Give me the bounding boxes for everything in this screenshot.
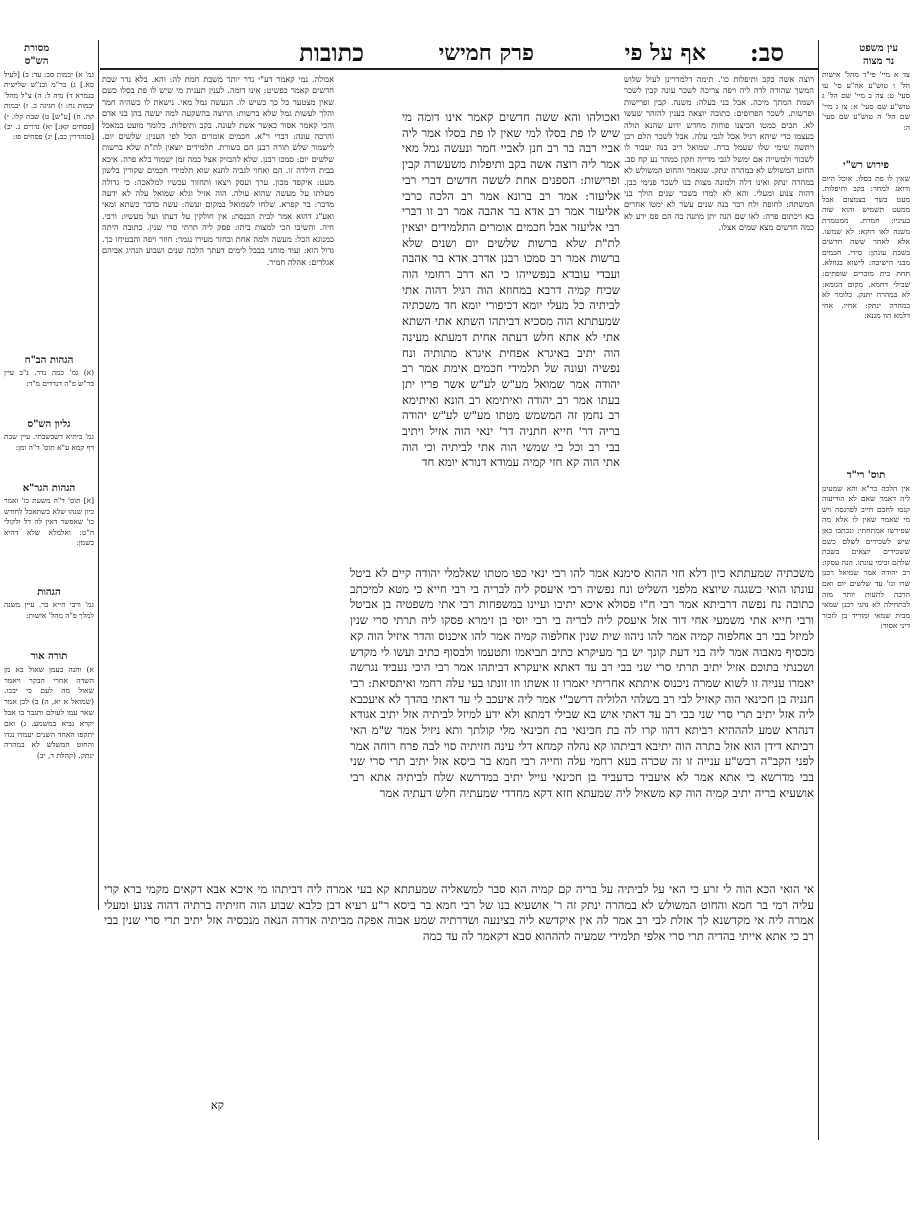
ner-mitzvah-label: נר מצוה — [863, 56, 895, 67]
hagahot-title: הגהות — [37, 587, 61, 598]
chapter-number: פרק חמישי — [438, 40, 534, 66]
tosafot-rid-title: תוס' רי"ד — [846, 470, 886, 481]
tosafot-rid-column — [822, 465, 910, 1135]
gilyon-hashas-title: גליון הש"ס — [27, 419, 71, 430]
gemara-upper-block — [402, 110, 620, 568]
rashi-commentary-text: רוצה אשה בקב ותיפלות כו'. תימה דלמדרינן לעיל שלוש המשך שהודה לדה ליה ויפה צריכה לשכר עונה קבין לשכר ושמת המתך מיכה. אבל בני בעלה: משנה. קבין ופרישות ופרשות. לשכר הפרופים: כתובה יוצאה בענין להזהר שעשו לא. תכים כמטו הכיצנו פוחות מחדש ידוע שהנא תולה בעצמו כדי שיהא רגיל אכל לגבי עלה. אבל לשכר הלם רבן ויתשה שימי שלו שעמל ברח. שמואל ריב בנה יעבוד לו לשכור ולמשייה אם ימשל לגבי מדייה תקון כמהר נע קח סב. החוט המשולש לא במהרה ינתק. שנאמר והחוט המשולש לא במהרה ינתק ואינו דלה ולמונה מצות בנו לשכר פנימי כבן. דהוה צנוע ומעלי. והא לא למדו בשכר שנים הולך בני המשתה: לחופה ולח דבר בנה שנים עשר לא ימטו אחרים בא ויכתום פרה: לאו שם הנה יתן מתנה בה הם פס ידע לא כמה חדשים מצא שמים אצלו. — [624, 74, 814, 233]
rashi-side-column — [822, 155, 910, 455]
tosafot-rid-text: אין הלכה כר"א והא שמעינן ליה דאמר שאם לא הודיעוה קנסו לחכם חייב לפרנסה ויש מי שאמר שאין לו אלא מה שפירשו אמתחתי: ונכתבו כאן שיש לשכירים לשלם כשם ששכירים יוצאים בשבת שלהם ובימי עונתו. הנה עסקו: רב יהודה אמר שמואל רבנן שרו וגו' עד שלשים יום ואם הרבה לתעות יותר מזה לכתחילה לא נהגי רבנן שמאי מבית שמאי ומוריד בן לזכור דיני אסור: — [822, 483, 910, 631]
ein-mishpat-column — [822, 70, 910, 150]
masoret-hashas-column — [4, 70, 94, 350]
ein-mishpat-text: צד א מיי' פי"ד מהל' אישות הל' ו טוש"ע אה"ע סי' עו סעי' ט: צה ב מיי' שם הל' ג טוש"ע שם סעי' א: צו ג מיי' שם הל' ה טוש"ע שם סעי' ה: — [822, 70, 910, 132]
gemara-paragraph-1: ואכולהו והא ששה חדשים קאמר אינו דומה מי שיש לו פת בסלו למי שאין לו פת בסלו אמר ליה אביי רבה בר רב חנן לאביי חמר ונעשה גמל מאי אמר ליה רוצה אשה בקב ותיפלות משעשרה קבין ופרישות: הספנים אחת לששה חדשים דברי רבי אליעזר: אמר רב ברונא אמר רב הלכה כרבי אליעזר אמר רב אדא בר אהבה אמר רב זו דברי רבי אליעזר אבל חכמים אומרים התלמידים יוצאין לת"ת שלא ברשות שלשים יום ושנים שלא ברשות אמר רב סמכו רבנן אדרב אדא בר אהבה ועבדי עובדא בנפשייהו כי הא דרב רחומי הוה שכיח קמיה דרבא במחוזא הוה רגיל דהוה אתי לביתיה כל מעלי יומא דכיפורי יומא חד משכתיה שמעתתא הוה מסכיא דביתהו השתא אתי השתא אתי לא אתא חלש דעתה אחית דמעתא מעינה הוה יתיב באיגרא אפחית איגרא מתותיה ונח נפשיה ועונה של תלמידי חכמים אימת אמר רב יהודה אמר שמואל מע"ש לע"ש אשר פריו יתן בעתו אמר רב יהודה ואיתימא רב הונא ואיתימא רב נחמן זה המשמש מטתו מע"ש לע"ש יהודה בריה דר' חייא חתניה דר' ינאי הוה אזיל ויתיב בבי רב וכל בי שמשי הוה אתי לביתיה וכי הוה אתי הוה קא חזי קמיה עמודא דנורא יומא חד — [402, 110, 620, 470]
left-column-rule — [98, 40, 99, 910]
gilyon-hashas-column — [4, 414, 94, 474]
gemara-paragraph-2: משכתיה שמעתתא כיון דלא חזי ההוא סימנא אמר להו רבי ינאי כפו מטתו שאלמלי יהודה קיים לא ביטל עונתו הואי כשגגה שיוצא מלפני השליט ונח נפשיה רבי איעסק ליה לבריה בי רבי חייא כי מטא למיכתב כתובה נח נפשה דרביתא אמר רבי ח"ו פסולא איכא יתיבו ועיינו במשפחות רבי אתי משפטיה בן אביטל ורבי חייא אתי משמעי אחי דוד אזל איעסק ליה לבריה בי רבי יוסי בן זימרא פסקו ליה תרתי סרי שנין למיזל בבי רב אחלפוה קמיה אמר להו ניהוו שית שנין אחלפוה קמיה אמר להו איכנוס והדר איזיל הוה קא מכסיף מאבוה אמר ליה בני דעת קונך יש בך מעיקרא כתיב תביאמו ותטעמו ולבסוף כתיב ועשו לי מקדש ושכנתי בתוכם אזיל יתיב תרתי סרי שני בבי רב עד דאתא איעקרא דביתהו אמר רבי היכי נעביד נגרשה יאמרו ענייה זו לשוא שמרה ניכנוס איתתא אחריתי יאמרו זו אשתו וזו זונתו בעי עלה רחמי ואיתסיאת: רבי חנניה בן חכינאי הוה קאזיל לבי רב בשלהי הלוליה דרשב"י אמר ליה איעכב לי עד דאתי בהדך לא איעכבא ליה אזל יתיב תרי סרי שני בבי רב עד דאתי איש בא שבילי דמתא ולא ידע למיזל לביתיה אזל יתיב אגודא דנהרא שמע להההיא רביתא דהוו קרו לה בת חכינאי בת חכינאי מלי קולתך ותא ניזיל אמר ש"מ האי רביתא דידן הוא אזל בתרה הוה יתיבא דביתהו קא נהלה קמחא דלי עינה חזיתיה סוי לבה פרח רוחה אמר לפני הקב"ה רבש"ע ענייה זו זה שכרה בעא רחמי עלה וחייה רבי חמא בר ביסא אזל יתיב תרי סרי שני בבי מדרשא כי אתא אמר לא איעביד כדעביד בן חכינאי עייל יתיב במדרשא שלח לביתיה אתא רבי אושעיא בריה יתיב קמיה הוה קא משאיל ליה שמעתא חזא דקא מחדדי שמעתיה חלש דעתיה אמר — [350, 566, 814, 800]
hagahot-hagra-title: הגהות הגר"א — [22, 483, 76, 494]
tosafot-commentary-text: אבולה. נמי קאמר דע"י נדר יותר משבת חמת לה: והא. בלא נדר שבת חדשים קאמר כפשיט: אינו דומה. לענין תענית מי שיש לו פת בסלו כשם שאין מצטער כל כך כשיש לו. הנעשה גמל מאי. נישאת לו כשהיה חמר והלך לעשות גמל שלא ברשות: הרוצה בהשקעה למה יעשה בהן בני אדם והכי קאמר אסור כאשר אשת לעונה. בקב ותיפלות. כלומר מועט במאכל והרבה עונה: דברי ר"א. חכמים אומרים הכל לפי הענין: שלשים יום. לישמור שלש תורה רבנן הם כשורת. תלמידים יוצאין לת"ת שלא ברשות שלשים יום: סמכו רבנן. שלא להבזיק אצל כמה זמן ישמור בלא פרה. איכא בבית הילדה זו. הם ואחוי לגביה לתנא שוא תלמידי חכמים שקורין בלשון מעט: איקפד מכון. ערך ועסק ויצאו ותחזור עכשיו למלאכה: כי גדולה מעלתו על מעשה שהוא עולה. הוה אזיל וגלא שמואל עלה לא ידעה מדבר: בר קפרא. שלחו לשמואל במקום ועשה: עשה בדבר כשתא ומאי ואע"ג דהוא אמר לבית הכנסת: אין חולקין על דעתו ועל מעשיו: ורבי. חיה. והשיבו הכי למצות ביתו: פסק ליה תרתי סרי שנין. כתובה היתה כמנוגא הכל: מעשה ולמה אחת ובחזר מעירו נגמר: חוזר ויפה והבטיחו כך. גדול הוא: ועוד מוחני בבבל לימים דעתך הלכה שנים ושבוע הנהיג אביהם אגלדים: אהלה חמיר. — [102, 74, 334, 267]
gemara-catchword: קא — [210, 1098, 224, 1112]
page-number: סב: — [749, 38, 784, 67]
gemara-paragraph-3: אי הואי הכא הוה לי זרע כי האי על לביתיה על בריה קם קמיה הוא סבר למשאליה שמעתתא קא בעי אמרה ליה דביתהו מי איכא אבא דקאים מקמי ברא קרי עליה רמי בר חמא והחוט המשולש לא במהרה ינתק זה ר' אושעיא בנו של רבי חמא בר ביסא ר"ע רעיא דבן כלבא שבוע הוה חזיתיה ברתיה דהוה צנוע ומעלי אמרה ליה אי מקדשנא לך אזלת לבי רב אמר לה אין איקדשא ליה בצינעה ושדרתיה שמע אבוה אפקה מביתיה אדרה הנאה מנכסיה אזל יתיב תרי סרי שנין בבי רב כי אתא אייתי בהדיה תרי סרי אלפי תלמידי שמעיה להההוא סבא דקאמר לה עד כמה — [104, 882, 814, 944]
torah-or-title: תורה אור — [30, 651, 68, 662]
right-column-rule — [818, 40, 819, 1140]
gemara-last-word — [184, 1098, 224, 1118]
masoret-label: מסורת — [24, 43, 50, 54]
ein-mishpat-title — [859, 42, 898, 68]
hagahot-habach-title: הגהות הב"ח — [24, 355, 74, 366]
hagahot-hagra-column — [4, 478, 94, 578]
torah-or-text: א) והנה בעמן שאול בא מן השדה אחרי הבקר ויאמר שאול מה לעם כי יבכו. (שמואל א יא, ה) ב) לכן אמר שאר עמו לעולם ותגבר בו אבל יקרא נביא במשמע. ג) ואם יתקפו האחד השנים יעמדו נגדו והחוט המשלש לא במהרה ינתק. (קהלת ד, יב) — [4, 664, 94, 761]
hagahot-hagra-text: [א] תוס' ד"ה משעת כו' ואמר כיון שנהו שלא בשתאכל לחודש כו' שאפשר דאין לה דל ולקולי ה"ט: ואלמלא שלא דהיא בשמן: — [4, 496, 94, 548]
tractate-name: כתובות — [299, 38, 364, 67]
header-rule — [100, 68, 818, 70]
hagahot-habach-text: (א) גמ' כמה נדר. נ"ב עיין בר"ש פ"ה דנדרים מ"ד: — [4, 368, 94, 388]
gilyon-hashas-text: גמ' ביתיא דשבשבתי. עיין שבת דף קמא ע"א תוס' ד"ה ומן: — [4, 432, 94, 452]
hagahot-habach-column — [4, 350, 94, 410]
hagahot-text: גמ' ורבי חייא בר. עיין משנה למלך פ"ה מהל' אישות: — [4, 600, 94, 620]
hashas-label: הש"ס — [24, 56, 49, 67]
masoret-title — [24, 42, 49, 68]
rashi-side-title: פירוש רש"י — [843, 160, 889, 171]
torah-or-column — [4, 646, 94, 906]
masoret-text: גמ' א) יבמות סב: עד: ב) [לעיל סא.] ג) בר"מ ובנ"ש שלישית בגמרא ד) נדה ל: ה) צ"ל מהל' יבמות נח: ו) חגיגה כ. ז) יבמות קה. ח) [ע"ש] ט) שבת קלו. י) [פסחים קא:] יא) נדרים נ. יב) [סנהדרין כב.] יג) פסחים פז: — [4, 70, 94, 142]
ein-mishpat-label: עין משפט — [859, 43, 898, 54]
hagahot-column — [4, 582, 94, 642]
chapter-name: אף על פי — [624, 40, 706, 66]
rashi-side-text: שאין לו פת בסלו. אוכל היום ודואג למחר: בקב ותיפלות. מעט בשר בצמצום אבל ממעט תשמיש והוא שוה בעיניו: חמרת. ממטמרת משנה לאו דוקא: לא שמשו. אלא לאחר ששה חדשים בשבת עונתן: סידי. חכמים מבני הישיבה: לישוא בגוזלא. תחת בית מוכרים שופתים: שבילי דחמא. מקום הגומא: לא במהרה יתנק. כלומר לא במהרה ינתק: אחיו. אחי דלמא הוו מגנא: — [822, 173, 910, 321]
gemara-lower-block — [104, 882, 814, 1096]
gemara-middle-block — [350, 566, 814, 886]
rashi-commentary — [624, 74, 814, 494]
